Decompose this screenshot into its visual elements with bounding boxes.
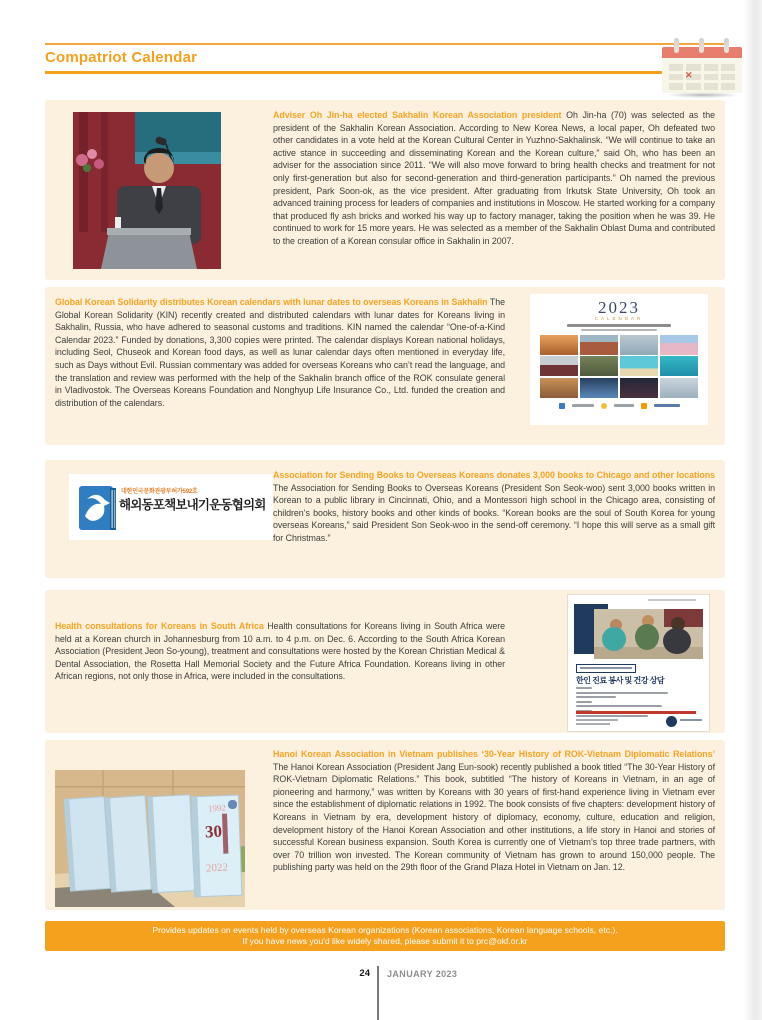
article-text — [273, 469, 715, 545]
submission-banner — [45, 921, 725, 951]
article-text — [55, 620, 505, 683]
article-south-africa-health — [45, 590, 725, 733]
page-number: 24 — [359, 968, 370, 979]
article-hanoi-book — [45, 740, 725, 910]
poster-warning-text — [576, 711, 696, 714]
calendar-caption-line — [581, 329, 657, 331]
dove-book-icon — [77, 482, 121, 538]
article-sakhalin-president — [45, 100, 725, 280]
poster-photo — [594, 609, 703, 659]
book-year-bottom: 2022 — [205, 861, 229, 875]
article-body: The Global Korean Solidarity (KIN) recently created and distributed calendars with lunar dates for Koreans living in Sakhalin, Russia, who have adhered to seasonal customs and traditions. KIN named the calendar “One-of-a-Kind Calendar 2023.” Funded by donations, 3,300 copies were printed. The calendar displays Korean national holidays, including Seol, Chuseok and Korean food days, as well as lunar calendar days often mentioned in everyday life, such as Days without Evil. Russian commentary was added for overseas Koreans who can’t read the language, and the translation and review was performed with the help of the Sakhalin branch office of the ROK consulate general in Vladivostok. The Overseas Koreans Foundation and Nonghyup Life Insurance Co., Ltd. funded the creation and distribution of the calendars. — [55, 297, 505, 408]
issue-label: JANUARY 2023 — [387, 969, 458, 979]
article-books-chicago — [45, 460, 725, 578]
calendar-2023-image — [530, 294, 708, 425]
page-edge-shadow — [744, 0, 762, 1020]
poster-title: 한인 진료 봉사 및 건강 상담 — [576, 676, 665, 685]
article-text — [55, 296, 505, 409]
article-title: Hanoi Korean Association in Vietnam publishes ‘30-Year History of ROK-Vietnam Diplomatic Relations’ — [273, 749, 715, 759]
article-kin-calendars — [45, 287, 725, 445]
article-title: Health consultations for Koreans in South Africa — [55, 621, 264, 631]
calendar-x-mark: ✕ — [685, 70, 693, 80]
article-text — [273, 109, 715, 248]
health-consultation-poster — [567, 594, 710, 732]
history-books-photo — [55, 770, 245, 907]
book-association-logo — [69, 474, 273, 540]
calendar-sponsor-logos — [530, 403, 708, 409]
calendar-year: 2023 — [598, 298, 640, 317]
calendar-word: CALENDAR — [594, 316, 644, 321]
page-title: Compatriot Calendar — [45, 49, 198, 66]
article-title: Association for Sending Books to Overseas Koreans donates 3,000 books to Chicago and other locations — [273, 470, 715, 480]
article-body: Health consultations for Koreans living in South Africa were held at a Korean church in Johannesburg from 10 a.m. to 4 p.m. on Dec. 6. According to the South Africa Korean Association (President Jeon So-young), treatment and consultations were hosted by the Korean Christian Medical & Dental Association, the Rosetta Hall Memorial Society and the Future Africa Foundation. Koreans living in other African regions, not only those in Africa, were included in the consultations. — [55, 621, 506, 682]
calendar-icon — [658, 36, 746, 98]
article-title: Global Korean Solidarity distributes Korean calendars with lunar dates to overseas Koreans in Sakhalin — [55, 297, 488, 307]
article-body: The Association for Sending Books to Overseas Koreans (President Son Seok-woo) sent 3,000 books written in Korean to a public library in Cincinnati, Ohio, and a Montessori high school in the Chicago area, consisting of children’s books, history books and other kinds of books. “Korean books are the soul of South Korea for young overseas Koreans,” said President Son Seok-woo in the send-off ceremony. “I hope this will serve as a small gift for Christmas.” — [273, 482, 715, 543]
book-number: 30 — [204, 821, 223, 842]
article-title: Adviser Oh Jin-ha elected Sakhalin Korean Association president — [273, 110, 562, 120]
article-text — [273, 748, 715, 874]
header-rule-bottom — [45, 71, 725, 74]
poster-org-seal — [666, 716, 677, 727]
banner-line1: Provides updates on events held by overseas Korean organizations (Korean associations, Korean language schools, etc.). — [152, 925, 618, 935]
footer-divider — [377, 966, 379, 1020]
book-year-top: 1992 — [207, 802, 227, 814]
header-rule-top — [45, 43, 725, 45]
article-body: Oh Jin-ha (70) was selected as the president of the Sakhalin Korean Association. According to New Korea News, a local paper, Oh defeated two other candidates in a vote held at the Korean Cultural Center in Yuzhno-Sakhalinsk. “We will continue to take an active stance in succeeding and disseminating Korean and the Korean culture,” said Oh, who has been an adviser for the association since 2011. “We will also move forward to bring health checks and treatment for not only first-generation but also for second-generation and third-generation participants.” Oh named the previous president, Park Soon-ok, as the vice president. After graduating from Irkutsk State University, Oh took an advanced training process for leaders of companies and institutions in Moscow. He started working for a company that produced fly ash bricks and worked his way up to factory manager, taking the position when he was 39. He continued to work for 15 more years. He was selected as a member of the Sakhalin Oblast Duma and contributed to the creation of a Korean consular office in Sakhalin in 2007. — [273, 110, 715, 246]
calendar-photo-grid — [540, 335, 698, 398]
logo-permit-text: 대한민국문화관광부허가592호 — [121, 489, 198, 495]
banner-line2: If you have news you'd like widely shared, please submit it to prc@okf.or.kr — [242, 936, 528, 946]
poster-detail-text — [576, 687, 701, 719]
logo-org-name: 해외동포책보내기운동협의회 — [119, 498, 266, 512]
oh-jin-ha-photo — [73, 112, 221, 269]
calendar-caption-line — [567, 324, 671, 327]
article-body: The Hanoi Korean Association (President Jang Eun-sook) recently published a book titled “The 30-Year History of ROK-Vietnam Diplomatic Relations.” This book, subtitled “The history of Koreans in Vietnam, in an age of pioneering and harmony,” was written by Koreans with 30 years of first-hand experience living in Vietnam ever since the establishment of diplomatic relations in 1992. The book consists of five chapters: development history of Koreans in Vietnam by era, development history of diplomacy, economy, culture, education and religion, development history of the Hanoi Korean Association and other institutions, a life story in Hanoi and stories of successful Korean business expansion. South Korea is currently one of Vietnam’s top three trade partners, with over 70 trillion won invested. The Korean community of Vietnam has grown to around 150,000 people. The publishing party was held on the 29th floor of the Grand Plaza Hotel in Vietnam on Jan. 12. — [273, 761, 715, 873]
